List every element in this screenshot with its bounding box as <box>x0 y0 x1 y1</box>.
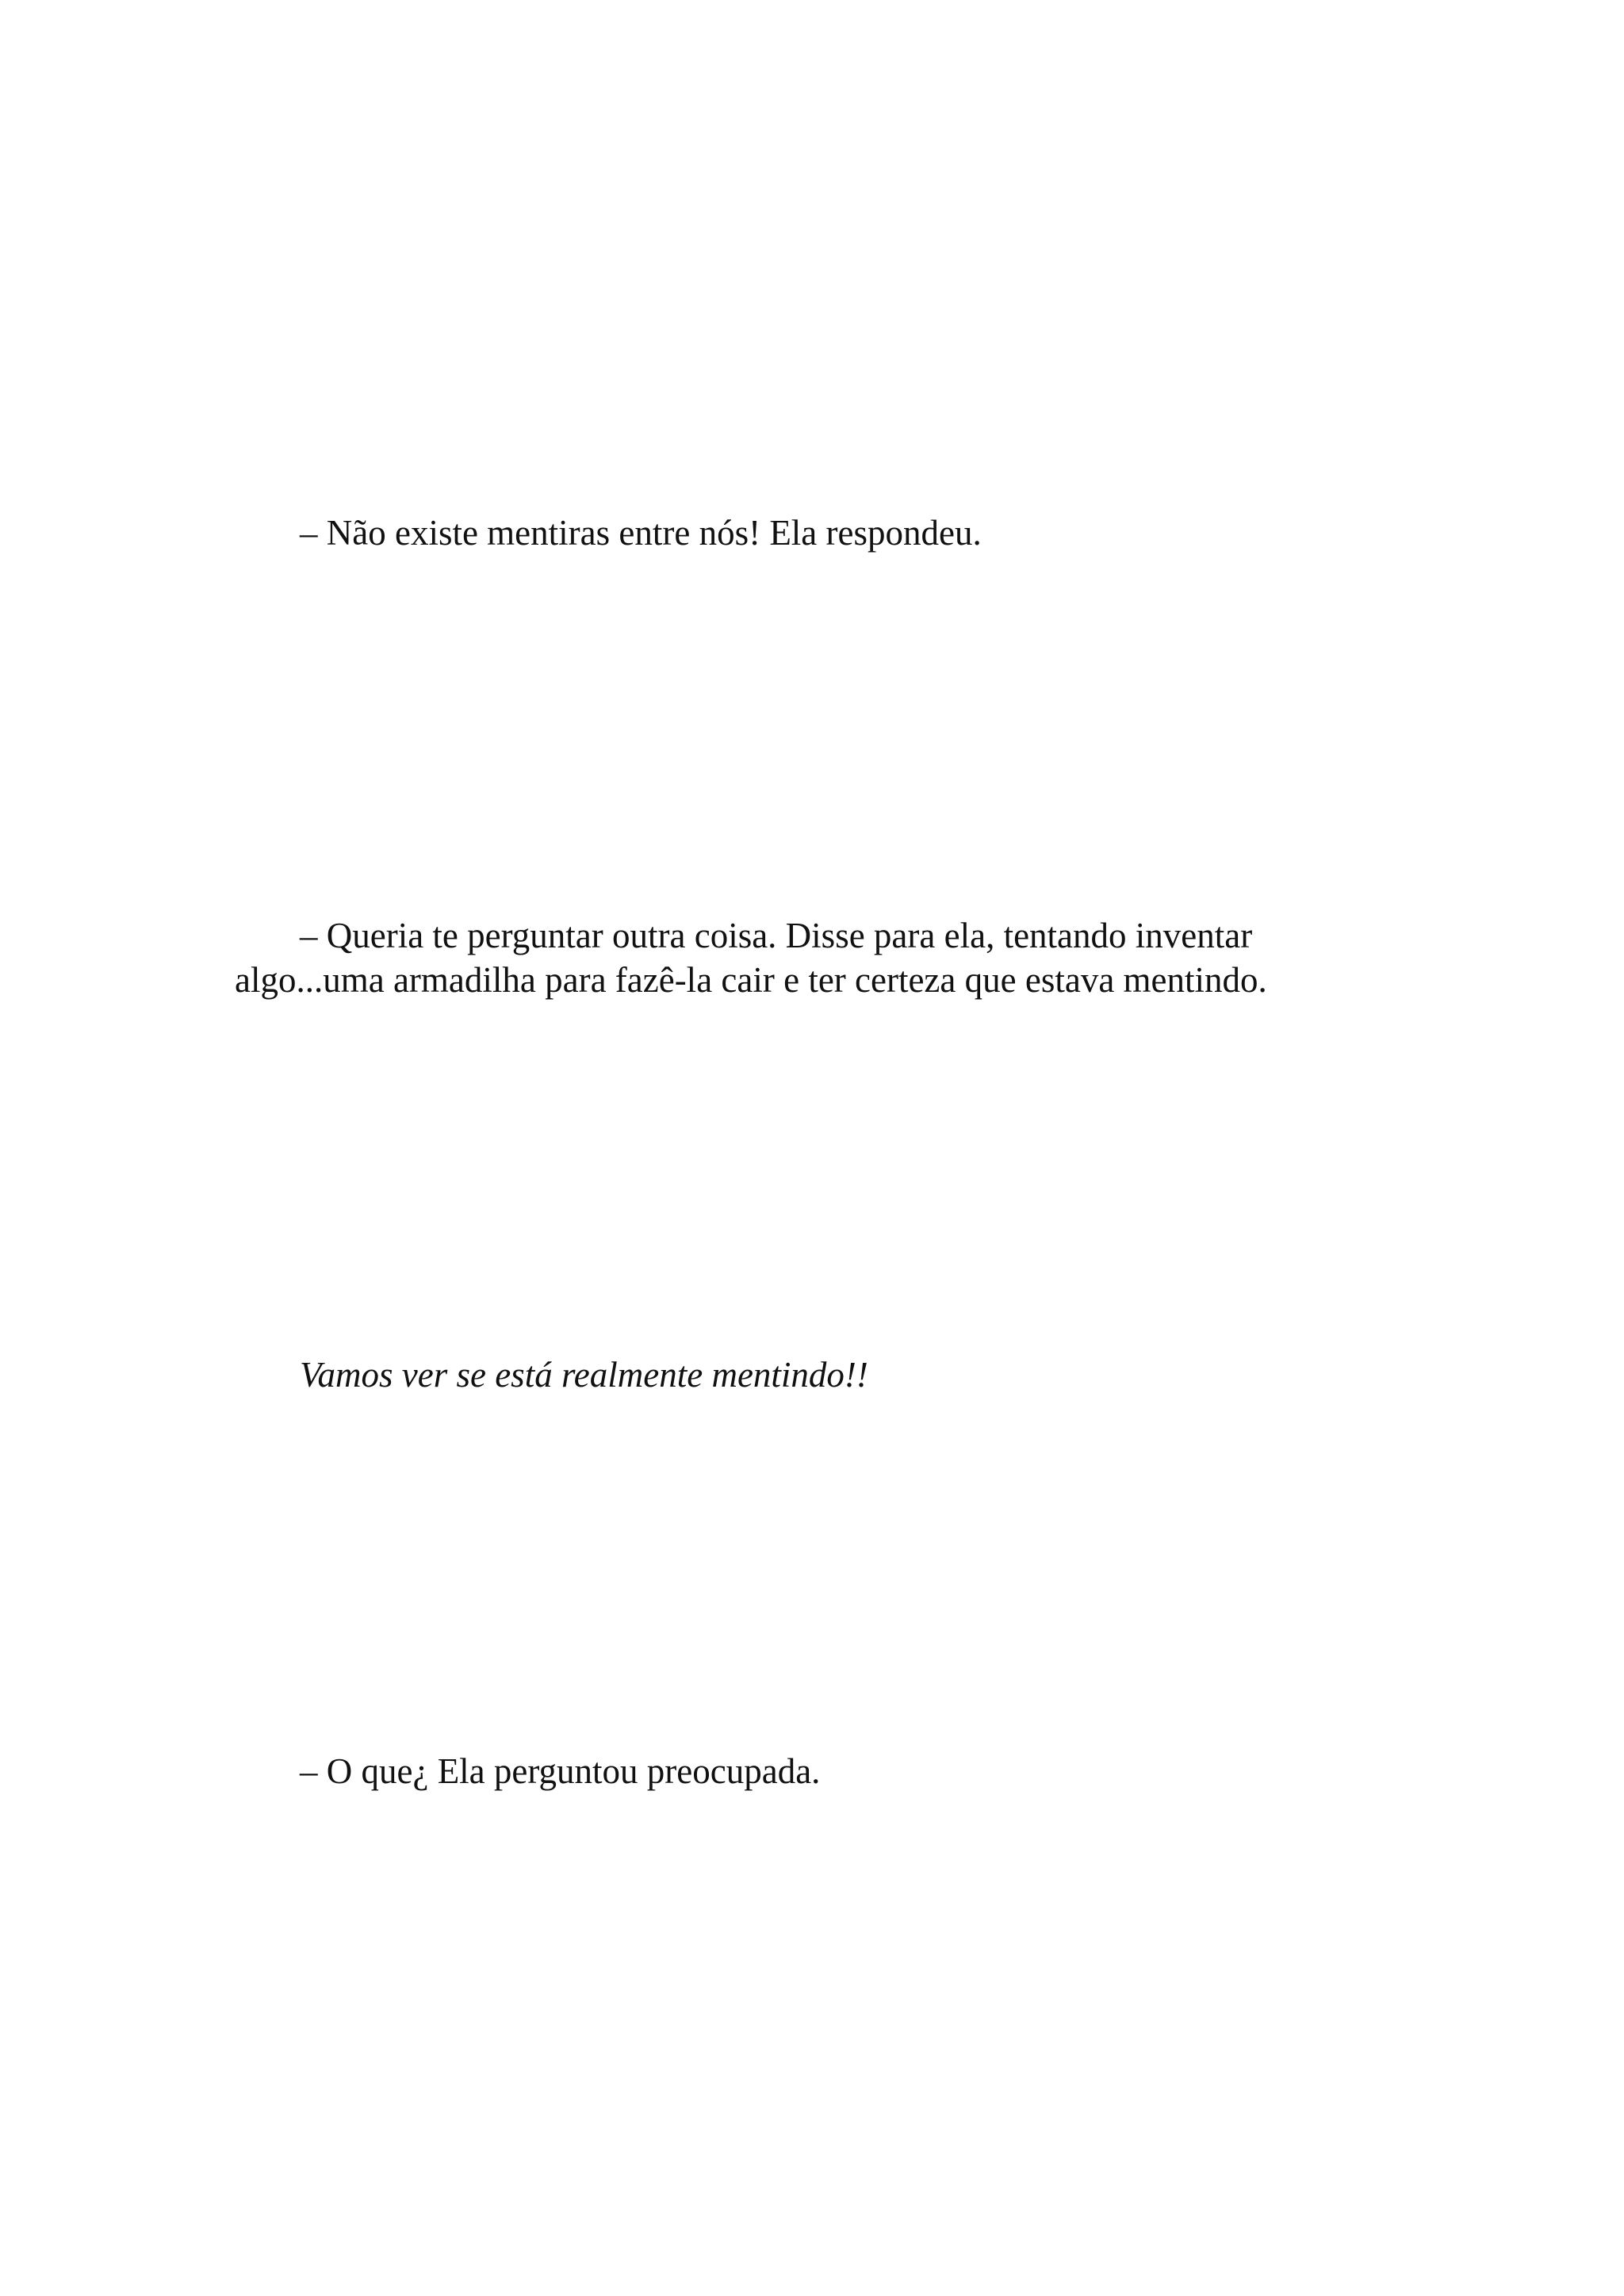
paragraph-dialogue-1: – Não existe mentiras entre nós! Ela respondeu. <box>300 513 982 553</box>
paragraph-thought: Vamos ver se está realmente mentindo!! <box>300 1355 868 1395</box>
paragraph-dialogue-3: – O que¿ Ela perguntou preocupada. <box>300 1751 821 1791</box>
paragraph-line: algo...uma armadilha para fazê-la cair e ter certeza que estava mentindo. <box>235 960 1267 1000</box>
paragraph-line: – Queria te perguntar outra coisa. Disse para ela, tentando inventar <box>300 916 1253 955</box>
paragraph-dialogue-2 <box>235 913 1313 1002</box>
